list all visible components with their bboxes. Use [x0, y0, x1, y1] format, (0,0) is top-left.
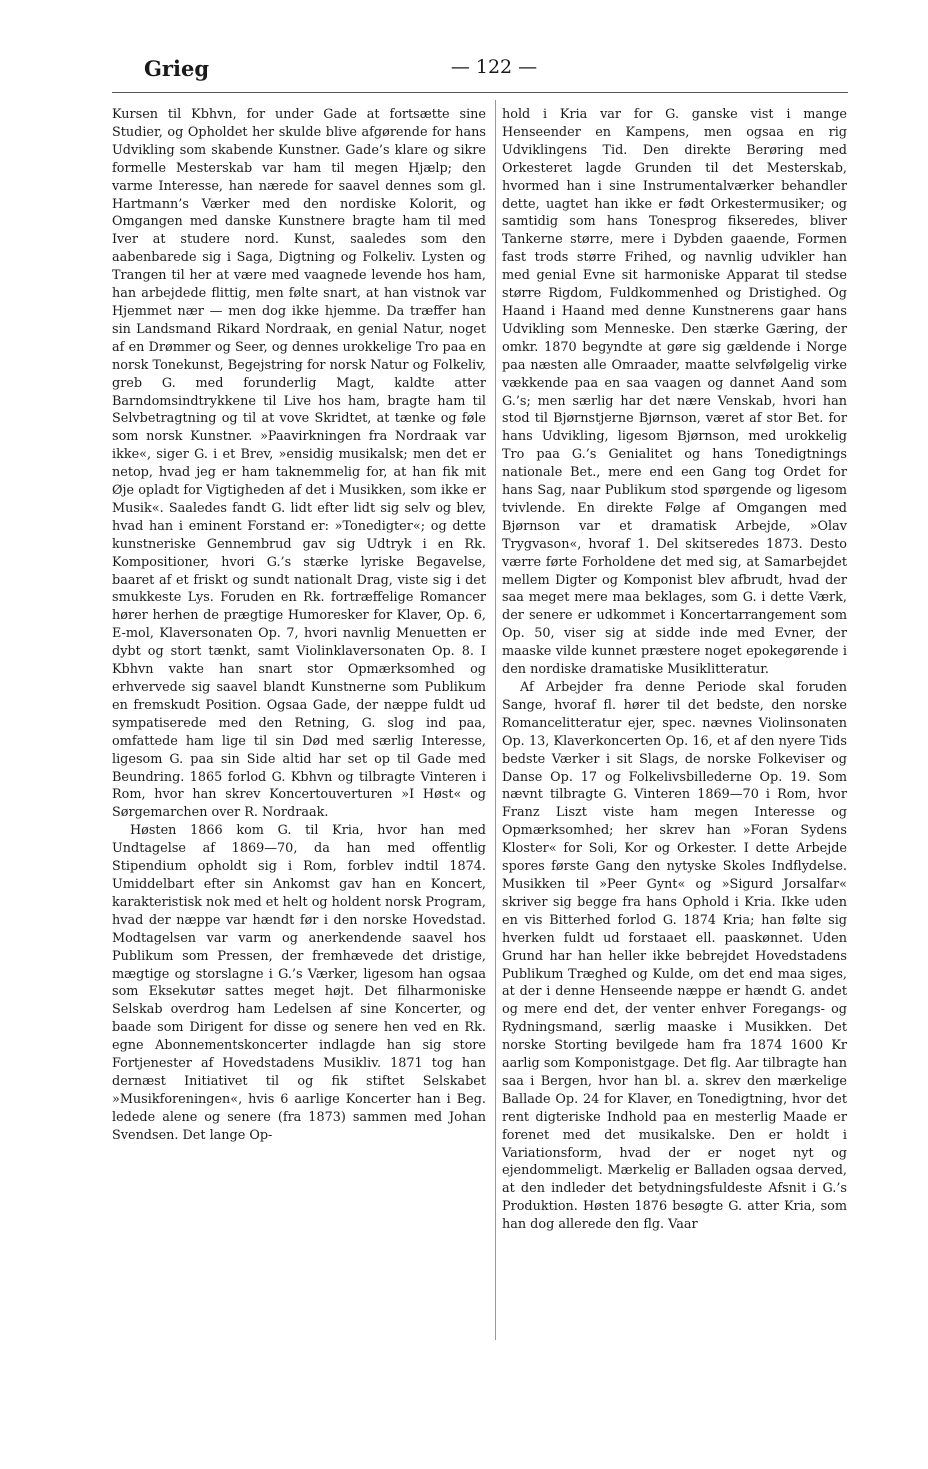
column-divider: [495, 100, 496, 1340]
page-header: [144, 56, 844, 86]
paragraph: Kursen til Kbhvn, for under Gade at fortsætte sine Studier, og Opholdet her skulde blive afgørende for hans Udvikling som skabende Kunstner. Gade’s klare og sikre formelle Mesterskab var ham til megen Hjælp; den varme Interesse, han nærede for saavel dennes som gl. Hartmann’s Værker med den nordiske Kolorit, og Omgangen med danske Kunstnere bragte ham til med Iver at studere nord. Kunst, saaledes som den aabenbarede sig i Saga, Digtning og Folkeliv. Lysten og Trangen til her at være med vaagnede levende hos ham, han arbejdede flittig, men følte snart, at han vistnok var Hjemmet nær — men dog ikke hjemme. Da træffer han sin Landsmand Rikard Nordraak, en genial Natur, noget af en Drømmer og Seer, og dennes urokkelige Tro paa en norsk Tonekunst, Begejstring for norsk Natur og Folkeliv, greb G. med forunderlig Magt, kaldte atter Barndomsindtrykkene til Live hos ham, bragte ham til Selvbetragtning og til at vove Skridtet, at tænke og føle som norsk Kunstner. »Paavirkningen fra Nordraak var ikke«, siger G. i et Brev, »ensidig musikalsk; men det er netop, hvad jeg er ham taknemmelig for, at han fik mit Øje opladt for Vigtigheden af det i Musikken, som ikke er Musik«. Saaledes fandt G. lidt efter lidt sig selv og blev, hvad han i eminent Forstand er: »Tonedigter«; og dette kunstneriske Gennembrud gav sig Udtryk i en Rk. Kompositioner, hvori G.’s stærke lyriske Begavelse, baaret af et friskt og sundt nationalt Drag, viste sig i det smukkeste Lys. Foruden en Rk. fortræffelige Romancer hører herhen de prægtige Humoresker for Klaver, Op. 6, E-mol, Klaversonaten Op. 7, hvori navnlig Menuetten er dybt og stort tænkt, samt Violinklaversonaten Op. 8. I Kbhvn vakte han snart stor Opmærksomhed og erhvervede sig saavel blandt Kunstnerne som Publikum en fremskudt Position. Ogsaa Gade, der næppe fuldt ud sympatiserede med den Retning, G. slog ind paa, omfattede ham lige til sin Død med særlig Interesse, ligesom G. paa sin Side altid har set op til Gade med Beundring. 1865 forlod G. Kbhvn og tilbragte Vinteren i Rom, hvor han skrev Koncertouverturen »I Høst« og Sørgemarchen over R. Nordraak.: [112, 107, 486, 821]
page-number: — 122 —: [450, 56, 538, 78]
running-head: Grieg: [144, 56, 210, 81]
paragraph: Høsten 1866 kom G. til Kria, hvor han med Undtagelse af 1869—70, da han med offentlig Stipendium opholdt sig i Rom, forblev indtil 1874. Umiddelbart efter sin Ankomst gav han en Koncert, karakteristisk nok med et helt og holdent norsk Program, hvad der næppe var hændt før i den norske Hovedstad. Modtagelsen var varm og anerkendende saavel hos Publikum som Pressen, der fremhævede det dristige, mægtige og storslagne i G.’s Værker, ligesom han ogsaa som Eksekutør sattes meget højt. Det filharmoniske Selskab overdrog ham Ledelsen af sine Koncerter, og baade som Dirigent for disse og senere hen ved en Rk. egne Abonnementskoncerter indlagde han sig store Fortjenester af Hovedstadens Musikliv. 1871 tog han dernæst Initiativet til og fik stiftet Selskabet »Musikforeningen«, hvis 6 aarlige Koncerter han i Beg. ledede alene og senere (fra 1873) sammen med Johan Svendsen. Det lange Op-: [112, 823, 486, 1143]
left-column: [112, 106, 486, 1145]
header-rule: [112, 92, 848, 93]
paragraph: hold i Kria var for G. ganske vist i mange Henseender en Kampens, men ogsaa en rig Udviklingens Tid. Den direkte Berøring med Orkesteret lagde Grunden til det Mesterskab, hvormed han i sine Instrumentalværker behandler dette, uagtet han ikke er født Orkestermusiker; og samtidig som hans Tonesprog fikseredes, bliver Tankerne større, mere i Dybden gaaende, Formen fast trods større Frihed, og navnlig udvikler han med genial Evne sit harmoniske Apparat til stedse større Rigdom, Fuldkommenhed og Dristighed. Og Haand i Haand med denne Kunstnerens gaar hans Udvikling som Menneske. Den stærke Gæring, der omkr. 1870 begyndte at gøre sig gældende i Norge paa næsten alle Omraader, maatte selvfølgelig virke vækkende paa en saa vaagen og dannet Aand som G.’s; men særlig har det nære Venskab, hvori han stod til Bjørnstjerne Bjørnson, været af stor Bet. for hans Udvikling, ligesom Bjørnson, med urokkelig Tro paa G.’s Genialitet og hans Tonedigtnings nationale Bet., mere end een Gang tog Ordet for hans Sag, naar Publikum stod spørgende og ligesom tvivlende. En direkte Følge af Omgangen med Bjørnson var et dramatisk Arbejde, »Olav Trygvason«, hvoraf 1. Del skitseredes 1873. Desto værre førte Forholdene det med sig, at Samarbejdet mellem Digter og Komponist blev afbrudt, hvad der saa meget mere maa beklages, som G. i dette Værk, der senere er udkommet i Koncertarrangement som Op. 50, viser sig at sidde inde med Evner, der maaske vilde kunnet præstere noget epokegørende i den nordiske dramatiske Musiklitteratur.: [502, 107, 847, 678]
paragraph: Af Arbejder fra denne Periode skal foruden Sange, hvoraf fl. hører til det bedste, den norske Romancelitteratur ejer, spec. nævnes Violinsonaten Op. 13, Klaverkoncerten Op. 16, et af den nyere Tids bedste Værker i sit Slags, de norske Folkeviser og Danse Op. 17 og Folkelivsbillederne Op. 19. Som nævnt tilbragte G. Vinteren 1869—70 i Rom, hvor Franz Liszt viste ham megen Interesse og Opmærksomhed; her skrev han »Foran Sydens Kloster« for Soli, Kor og Orkester. I dette Arbejde spores første Gang den nytyske Skoles Indflydelse. Musikken til »Peer Gynt« og »Sigurd Jorsalfar« skriver sig begge fra hans Ophold i Kria. Ikke uden en vis Bitterhed forlod G. 1874 Kria; han følte sig hverken fuldt ud forstaaet ell. paaskønnet. Uden Grund har han heller ikke bebrejdet Hovedstadens Publikum Træghed og Kulde, om det end maa siges, at der i denne Henseende næppe er hændt G. andet og mere end det, der venter enhver Foregangs- og Rydningsmand, særlig maaske i Musikken. Det norske Storting bevilgede ham fra 1874 1600 Kr aarlig som Komponistgage. Det flg. Aar tilbragte han saa i Bergen, hvor han bl. a. skrev den mærkelige Ballade Op. 24 for Klaver, en Tonedigtning, hvor det rent digteriske Indhold paa en mesterlig Maade er forenet med det musikalske. Den er holdt i Variationsform, hvad der er noget nyt og ejendommeligt. Mærkelig er Balladen ogsaa derved, at den indleder det betydningsfuldeste Afsnit i G.’s Produktion. Høsten 1876 besøgte G. atter Kria, som han dog allerede den flg. Vaar: [502, 680, 847, 1233]
right-column: [502, 106, 847, 1234]
